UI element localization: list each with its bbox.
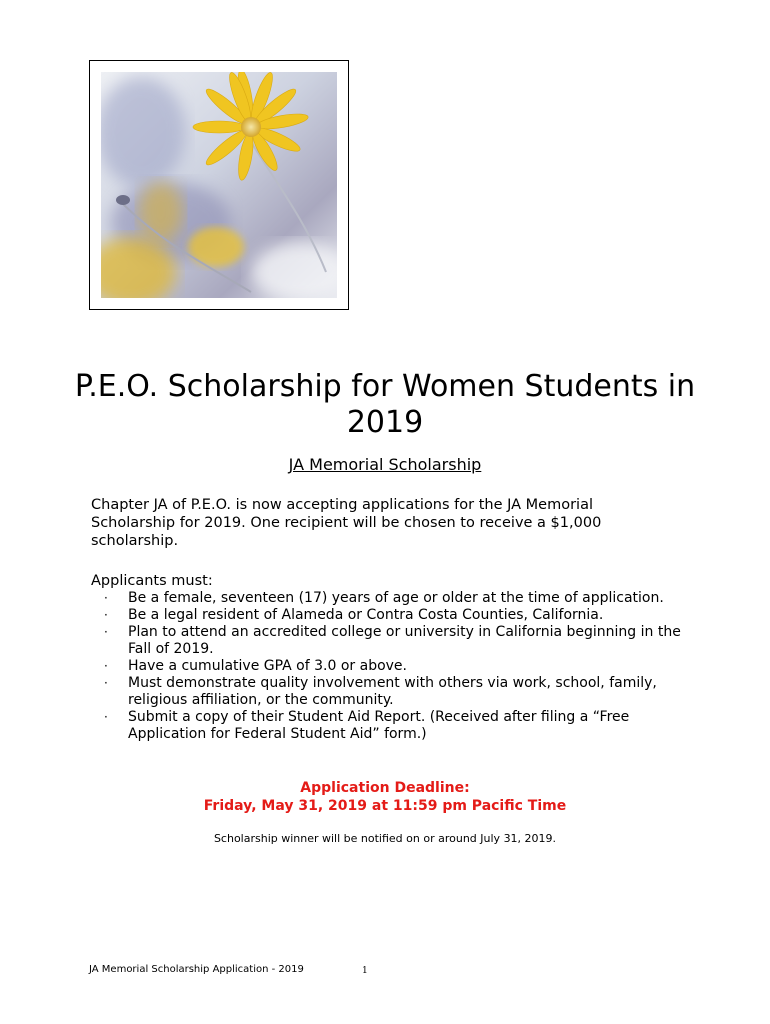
requirement-item [91,709,691,743]
scholarship-subtitle: JA Memorial Scholarship [288,455,482,474]
flower-photo [101,72,337,298]
bullet-icon: · [104,608,108,622]
bullet-icon: · [104,591,108,605]
requirements-heading: Applicants must: [91,573,213,589]
requirement-item [91,675,691,709]
requirement-text: Be a female, seventeen (17) years of age or older at the time of application. [128,590,664,606]
bullet-icon: · [104,710,108,724]
requirements-list [91,590,691,743]
requirement-text: Plan to attend an accredited college or university in California beginning in the Fall of 2019. [128,624,681,657]
requirement-text: Submit a copy of their Student Aid Report. (Received after filing a “Free Application for Federal Student Aid” form.) [128,709,630,742]
bullet-icon: · [104,676,108,690]
deadline-block [0,779,770,815]
page-title: P.E.O. Scholarship for Women Students in 2019 [74,369,696,440]
intro-paragraph: Chapter JA of P.E.O. is now accepting applications for the JA Memorial Scholarship for 2019. One recipient will be chosen to receive a $1,000 scholarship. [91,497,602,549]
requirement-text: Must demonstrate quality involvement with others via work, school, family, religious affiliation, or the community. [128,675,657,708]
requirement-item [91,624,691,658]
deadline-label: Application Deadline: [300,780,470,796]
page-number: 1 [362,966,368,976]
bullet-icon: · [104,625,108,639]
yellow-flowers-image [101,72,337,298]
requirement-text: Be a legal resident of Alameda or Contra Costa Counties, California. [128,607,604,623]
deadline-date: Friday, May 31, 2019 at 11:59 pm Pacific Time [203,798,567,814]
requirement-text: Have a cumulative GPA of 3.0 or above. [128,658,407,674]
bullet-icon: · [104,659,108,673]
flower-photo-frame [89,60,349,310]
footer-title: JA Memorial Scholarship Application - 2019 [89,964,304,975]
requirement-item [91,658,691,675]
requirement-item [91,607,691,624]
notification-note: Scholarship winner will be notified on or around July 31, 2019. [213,832,557,845]
requirement-item [91,590,691,607]
